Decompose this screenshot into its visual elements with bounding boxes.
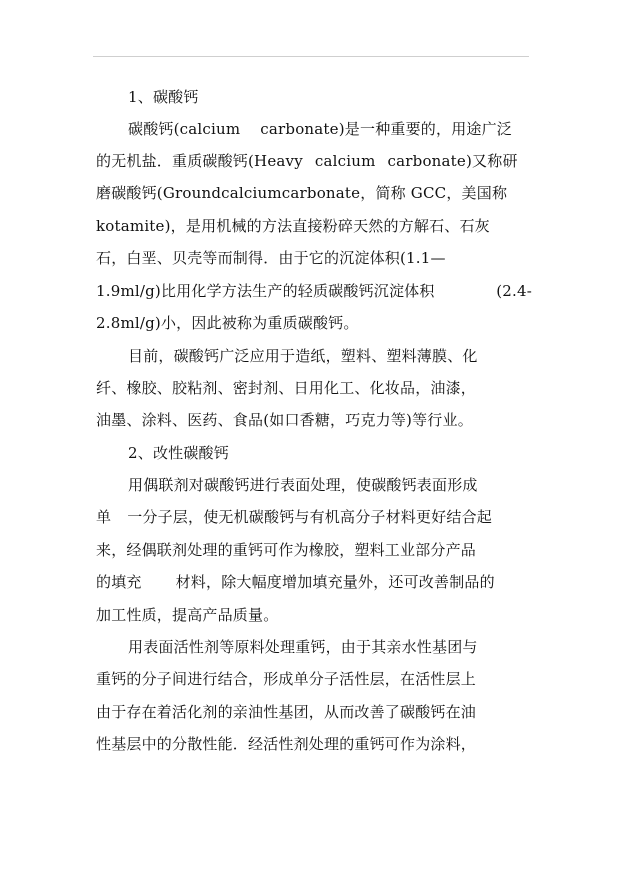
- paragraph-line: [96, 507, 532, 527]
- paragraph-line: 来，经偶联剂处理的重钙可作为橡胶，塑料工业部分产品: [96, 541, 477, 559]
- text-span: (2.4-: [496, 282, 532, 300]
- paragraph-line: 石，白垩、贝壳等而制得．由于它的沉淀体积(1.1—: [96, 249, 446, 267]
- paragraph-line: [96, 572, 532, 592]
- paragraph-line: [96, 151, 532, 171]
- paragraph-line: kotamite)，是用机械的方法直接粉碎天然的方解石、石灰: [96, 217, 490, 235]
- text-span: 碳酸钙(calcium: [128, 120, 241, 138]
- paragraph-line: 目前，碳酸钙广泛应用于造纸，塑料、塑料薄膜、化: [128, 347, 478, 365]
- section-heading-1: 1、碳酸钙: [128, 88, 199, 106]
- text-span: 单: [96, 508, 112, 526]
- paragraph-line: 加工性质，提高产品质量。: [96, 606, 279, 624]
- paragraph-line: 油墨、涂料、医药、食品(如口香糖，巧克力等)等行业。: [96, 411, 473, 429]
- text-span: 的无机盐．重质碳酸钙(Heavy: [96, 152, 303, 170]
- paragraph-line: 用偶联剂对碳酸钙进行表面处理，使碳酸钙表面形成: [128, 476, 478, 494]
- paragraph-line: 重钙的分子间进行结合，形成单分子活性层，在活性层上: [96, 670, 477, 688]
- paragraph-line: 由于存在着活化剂的亲油性基团，从而改善了碳酸钙在油: [96, 703, 477, 721]
- text-span: 1.9ml/g)比用化学方法生产的轻质碳酸钙沉淀体积: [96, 282, 435, 300]
- paragraph-line: 用表面活性剂等原料处理重钙，由于其亲水性基团与: [128, 638, 478, 656]
- text-span: carbonate)又称研: [387, 152, 518, 170]
- text-span: calcium: [314, 152, 376, 170]
- text-span: 一分子层，使无机碳酸钙与有机高分子材料更好结合起: [127, 508, 493, 526]
- header-rule: [93, 56, 529, 57]
- text-span: 材料，除大幅度增加填充量外，还可改善制品的: [175, 573, 495, 591]
- paragraph-line: 纤、橡胶、胶粘剂、密封剂、日用化工、化妆品，油漆，: [96, 379, 477, 397]
- text-span: 的填充: [96, 573, 142, 591]
- paragraph-line: [96, 281, 532, 301]
- paragraph-line: [128, 119, 532, 139]
- text-span: carbonate)是一种重要的，用途广泛: [260, 120, 512, 138]
- section-heading-2: 2、改性碳酸钙: [128, 444, 229, 462]
- paragraph-line: 磨碳酸钙(Groundcalciumcarbonate，简称 GCC，美国称: [96, 184, 508, 202]
- paragraph-line: 性基层中的分散性能．经活性剂处理的重钙可作为涂料，: [96, 735, 477, 753]
- paragraph-line: 2.8ml/g)小，因此被称为重质碳酸钙。: [96, 314, 359, 332]
